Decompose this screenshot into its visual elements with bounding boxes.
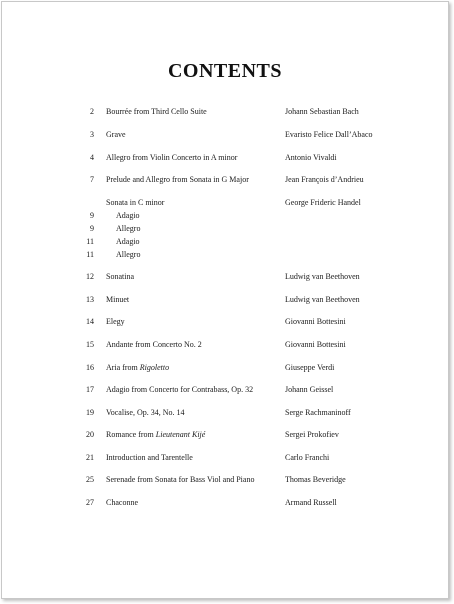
movement-title: Adagio <box>116 211 140 220</box>
contents-row <box>2 129 448 141</box>
composer-name: Jean François d’Andrieu <box>285 175 364 184</box>
composer-name: Antonio Vivaldi <box>285 153 337 162</box>
contents-row <box>2 497 448 509</box>
contents-subrow <box>2 236 448 248</box>
page-number: 13 <box>86 295 94 304</box>
contents-row <box>2 106 448 118</box>
contents-row <box>2 316 448 328</box>
page-number: 11 <box>86 237 94 246</box>
contents-row <box>2 294 448 306</box>
page-number: 15 <box>86 340 94 349</box>
page-number: 25 <box>86 475 94 484</box>
contents-subrow <box>2 223 448 235</box>
composer-name: Armand Russell <box>285 498 337 507</box>
movement-title: Allegro <box>116 250 141 259</box>
contents-row <box>2 152 448 164</box>
contents-row <box>2 339 448 351</box>
work-title: Prelude and Allegro from Sonata in G Major <box>106 175 249 184</box>
work-title: Elegy <box>106 317 125 326</box>
page-number: 21 <box>86 453 94 462</box>
composer-name: Serge Rachmaninoff <box>285 408 351 417</box>
work-title: Vocalise, Op. 34, No. 14 <box>106 408 185 417</box>
page-number: 11 <box>86 250 94 259</box>
page-number: 17 <box>86 385 94 394</box>
work-title-italic: Lieutenant Kijé <box>155 430 206 439</box>
composer-name: Thomas Beveridge <box>285 475 346 484</box>
contents-row <box>2 452 448 464</box>
composer-name: Giovanni Bottesini <box>285 340 346 349</box>
work-title-italic: Rigoletto <box>139 363 170 372</box>
page-number: 3 <box>90 130 94 139</box>
page-number: 9 <box>90 211 94 220</box>
composer-name: Ludwig van Beethoven <box>285 272 360 281</box>
contents-row <box>2 407 448 419</box>
movement-title: Adagio <box>116 237 140 246</box>
contents-subrow <box>2 249 448 261</box>
movement-title: Allegro <box>116 224 141 233</box>
contents-row <box>2 197 448 209</box>
work-title: Bourrée from Third Cello Suite <box>106 107 207 116</box>
page-number: 4 <box>90 153 94 162</box>
contents-row <box>2 174 448 186</box>
contents-subrow <box>2 210 448 222</box>
page-title: CONTENTS <box>167 60 283 82</box>
contents-row <box>2 474 448 486</box>
work-title-prefix: Romance from <box>106 430 156 439</box>
contents-row <box>2 429 448 441</box>
work-title-prefix: Aria from <box>106 363 140 372</box>
composer-name: Giovanni Bottesini <box>285 317 346 326</box>
page-number: 2 <box>90 107 94 116</box>
composer-name: Johann Sebastian Bach <box>285 107 359 116</box>
contents-row <box>2 271 448 283</box>
contents-row <box>2 362 448 374</box>
composer-name: Sergei Prokofiev <box>285 430 339 439</box>
work-title <box>106 429 205 441</box>
work-title: Allegro from Violin Concerto in A minor <box>106 153 238 162</box>
page-number: 12 <box>86 272 94 281</box>
page-number: 19 <box>86 408 94 417</box>
page-number: 9 <box>90 224 94 233</box>
work-title: Serenade from Sonata for Bass Viol and Piano <box>106 475 255 484</box>
page-number: 7 <box>90 175 94 184</box>
page-number: 14 <box>86 317 94 326</box>
document-page <box>1 1 449 599</box>
composer-name: Evaristo Felice Dall’Abaco <box>285 130 373 139</box>
work-title: Grave <box>106 130 126 139</box>
page-number: 27 <box>86 498 94 507</box>
work-title: Introduction and Tarentelle <box>106 453 193 462</box>
work-title: Andante from Concerto No. 2 <box>106 340 202 349</box>
page-number: 16 <box>86 363 94 372</box>
work-title: Adagio from Concerto for Contrabass, Op. 32 <box>106 385 254 394</box>
composer-name: Johann Geissel <box>285 385 334 394</box>
page-number: 20 <box>86 430 94 439</box>
work-title: Sonata in C minor <box>106 198 165 207</box>
work-title: Chaconne <box>106 498 138 507</box>
composer-name: Ludwig van Beethoven <box>285 295 360 304</box>
contents-row <box>2 384 448 396</box>
composer-name: Giuseppe Verdi <box>285 363 335 372</box>
work-title: Minuet <box>106 295 130 304</box>
work-title <box>106 362 169 374</box>
composer-name: Carlo Franchi <box>285 453 330 462</box>
composer-name: George Frideric Handel <box>285 198 361 207</box>
work-title: Sonatina <box>106 272 134 281</box>
